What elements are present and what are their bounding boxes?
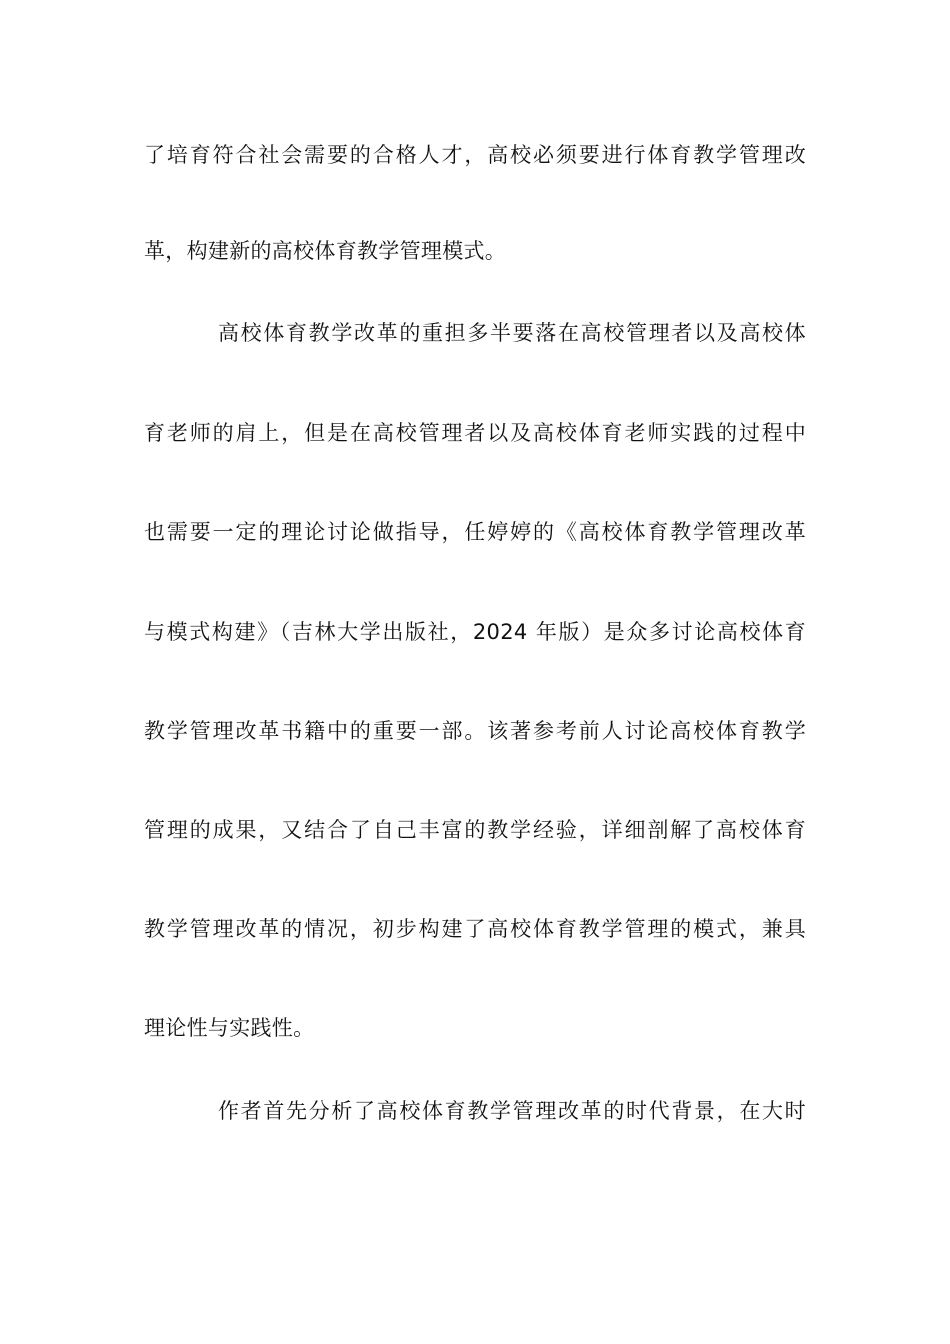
paragraph-first-line: 高校体育教学改革的重担多半要落在高校管理者以及高校体 (218, 321, 806, 345)
paragraph-first-line: 作者首先分析了高校体育教学管理改革的时代背景，在大时 (218, 1099, 806, 1123)
text-line: 了培育符合社会需要的合格人才，高校必须要进行体育教学管理改 (144, 143, 806, 167)
text-line: 与模式构建》（吉林大学出版社，2024 年版）是众多讨论高校体育 (144, 620, 806, 644)
text-line: 育老师的肩上，但是在高校管理者以及高校体育老师实践的过程中 (144, 421, 806, 445)
text-line: 革，构建新的高校体育教学管理模式。 (144, 239, 507, 263)
text-line: 教学管理改革的情况，初步构建了高校体育教学管理的模式，兼具 (144, 917, 806, 941)
text-line: 也需要一定的理论讨论做指导，任婷婷的《高校体育教学管理改革 (144, 520, 806, 544)
text-line: 教学管理改革书籍中的重要一部。该著参考前人讨论高校体育教学 (144, 719, 806, 743)
text-line: 理论性与实践性。 (144, 1016, 315, 1040)
text-line: 管理的成果，又结合了自己丰富的教学经验，详细剖解了高校体育 (144, 818, 806, 842)
